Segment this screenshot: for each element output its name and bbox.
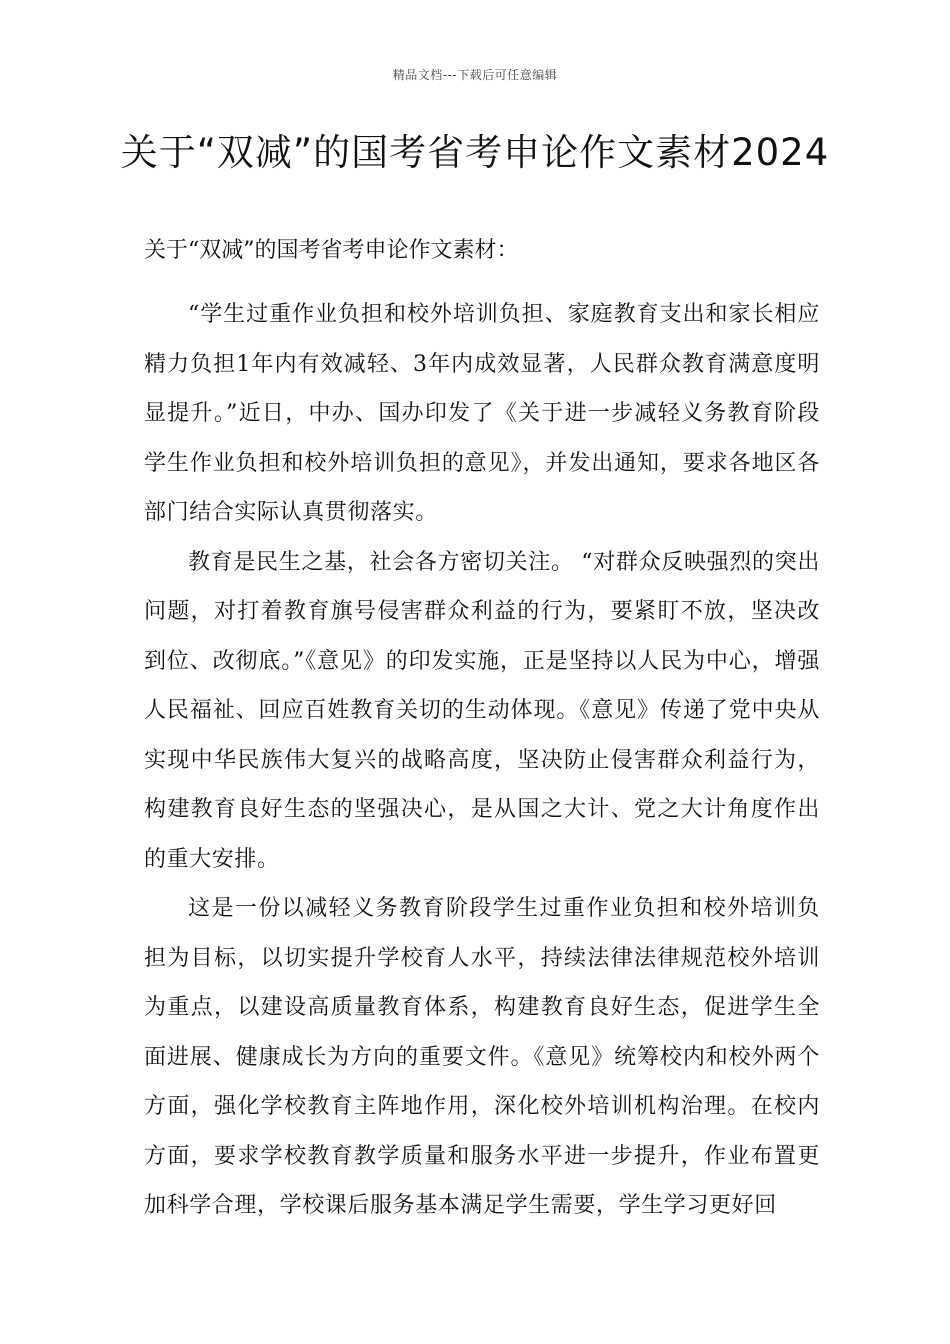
- paragraph: 教育是民生之基，社会各方密切关注。 “对群众反映强烈的突出问题，对打着教育旗号侵害群众利益的行为，要紧盯不放，坚决改到位、改彻底。”《意见》的印发实施，正是坚持以人民为中心，增强人民福祉、回应百姓教育关切的生动体现。《意见》传递了党中央从实现中华民族伟大复兴的战略高度，坚决防止侵害群众利益行为，构建教育良好生态的坚强决心，是从国之大计、党之大计角度作出的重大安排。: [144, 549, 820, 872]
- lead-line: 关于“双减”的国考省考申论作文素材：: [144, 238, 519, 263]
- paragraph: 这是一份以减轻义务教育阶段学生过重作业负担和校外培训负担为目标，以切实提升学校育人水平，持续法律法律规范校外培训为重点，以建设高质量教育体系，构建教育良好生态，促进学生全面进展、健康成长为方向的重要文件。《意见》统筹校内和校外两个方面，强化学校教育主阵地作用，深化校外培训机构治理。在校内方面，要求学校教育教学质量和服务水平进一步提升，作业布置更加科学合理，学校课后服务基本满足学生需要，学生学习更好回: [144, 896, 820, 1218]
- header-note: 精品文档---下载后可任意编辑: [392, 68, 558, 82]
- document-body: [144, 290, 820, 1231]
- paragraph: “学生过重作业负担和校外培训负担、家庭教育支出和家长相应精力负担1年内有效减轻、3年内成效显著，人民群众教育满意度明显提升。”近日，中办、国办印发了《关于进一步减轻义务教育阶段学生作业负担和校外培训负担的意见》，并发出通知，要求各地区各部门结合实际认真贯彻落实。: [144, 302, 820, 525]
- document-title: 关于“双减”的国考省考申论作文素材2024: [120, 131, 830, 174]
